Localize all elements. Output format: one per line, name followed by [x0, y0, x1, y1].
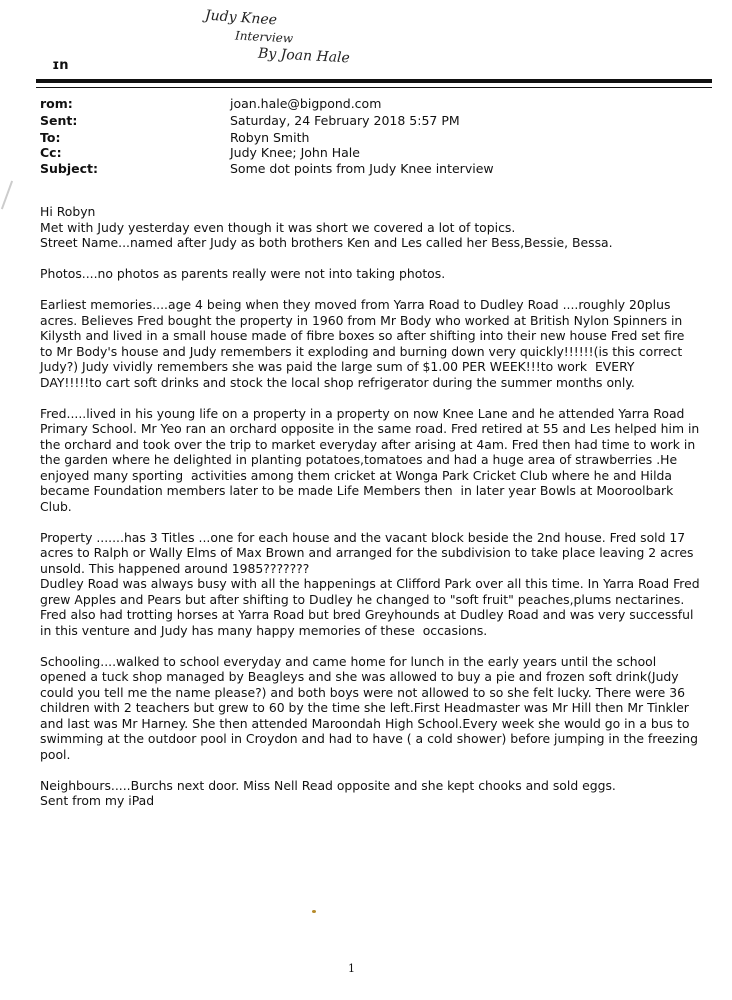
header-row-from	[0, 96, 732, 114]
body-paragraph-neighbours: Neighbours.....Burchs next door. Miss Nell Read opposite and she kept chooks and sold eggs. Sent from my iPad	[40, 777, 616, 808]
header-label-cc: Cc:	[40, 145, 62, 160]
header-value-subject: Some dot points from Judy Knee interview	[230, 161, 494, 176]
body-paragraph-schooling: Schooling....walked to school everyday and came home for lunch in the early years until the school opened a tuck shop managed by Beagleys and she was allowed to buy a pie and frozen soft drink(Judy could you tell me the name please?) and both boys were not allowed to so she felt lucky. There were 36 children with 2 teachers but grew to 60 by the time she left.First Headmaster was Mr Hill then Mr Tinkler and last was Mr Harney. She then attended Maroondah High School.Every week she would go in a bus to swimming at the outdoor pool in Croydon and had to have ( a cold shower) before jumping in the freezing pool.	[40, 653, 702, 762]
page-number: 1	[348, 962, 355, 975]
header-value-to: Robyn Smith	[230, 130, 310, 145]
header-label-from: rom:	[40, 96, 73, 111]
body-paragraph-photos: Photos....no photos as parents really were not into taking photos.	[40, 266, 446, 281]
header-value-cc: Judy Knee; John Hale	[230, 145, 360, 160]
header-row-subject	[0, 161, 732, 179]
body-paragraph-earliest-memories: Earliest memories....age 4 being when they moved from Yarra Road to Dudley Road ....roughly 20plus acres. Believes Fred bought the property in 1960 from Mr Body who worked at British Nylon Spinners in Kilysth and lived in a small house made of fibre boxes so after shifting into their new house Fred set fire to Mr Body's house and Judy remembers it exploding and burning down very quickly!!!!!!(is this correct Judy?) Judy vividly remembers she was paid the large sum of $1.00 PER WEEK!!!to work EVERY DAY!!!!!to cart soft drinks and stock the local shop refrigerator during the summer months only.	[40, 297, 689, 390]
header-label-subject: Subject:	[40, 161, 98, 176]
body-paragraph-fred: Fred.....lived in his young life on a property in a property on now Knee Lane and he attended Yarra Road Primary School. Mr Yeo ran an orchard opposite in the same road. Fred retired at 55 and Les helped him in the orchard and took over the trip to market everyday after arising at 4am. Fred then had time to work in the garden where he delighted in planting potatoes,tomatoes and had a huge area of strawberries .He enjoyed many sporting activities among them cricket at Wonga Park Cricket Club where he and Hilda became Foundation members later to be made Life Members then in later year Bowls at Mooroolbark Club.	[40, 405, 704, 514]
header-value-from: joan.hale@bigpond.com	[230, 96, 382, 111]
scan-edge-mark	[1, 181, 13, 210]
email-sender-heading: ɪn	[34, 58, 69, 73]
header-label-to: To:	[40, 130, 61, 145]
email-body	[40, 204, 704, 809]
header-value-sent: Saturday, 24 February 2018 5:57 PM	[230, 113, 460, 128]
header-divider-thin	[36, 87, 712, 88]
handwritten-note-line-3: By Joan Hale	[257, 45, 351, 67]
scan-speck	[312, 910, 316, 913]
header-label-sent: Sent:	[40, 113, 78, 128]
handwritten-note-line-1: Judy Knee	[204, 7, 278, 29]
header-row-sent	[0, 113, 732, 131]
handwritten-note-line-2: Interview	[234, 28, 294, 46]
body-paragraph-greeting: Hi Robyn Met with Judy yesterday even though it was short we covered a lot of topics. Street Name...named after Judy as both brothers Ken and Les called her Bess,Bessie, Bessa.	[40, 204, 613, 250]
body-paragraph-property: Property .......has 3 Titles ...one for each house and the vacant block beside the 2nd house. Fred sold 17 acres to Ralph or Wally Elms of Max Brown and arranged for the subdivision to take place leaving 2 acres unsold. This happened around 1985??????? Dudley Road was always busy with all the happenings at Clifford Park over all this time. In Yarra Road Fred grew Apples and Pears but after shifting to Dudley he changed to "soft fruit" peaches,plums nectarines. Fred also had trotting horses at Yarra Road but bred Greyhounds at Dudley Road and was very successful in this venture and Judy has many happy memories of these occasions.	[40, 529, 700, 638]
header-divider-thick	[36, 79, 712, 83]
